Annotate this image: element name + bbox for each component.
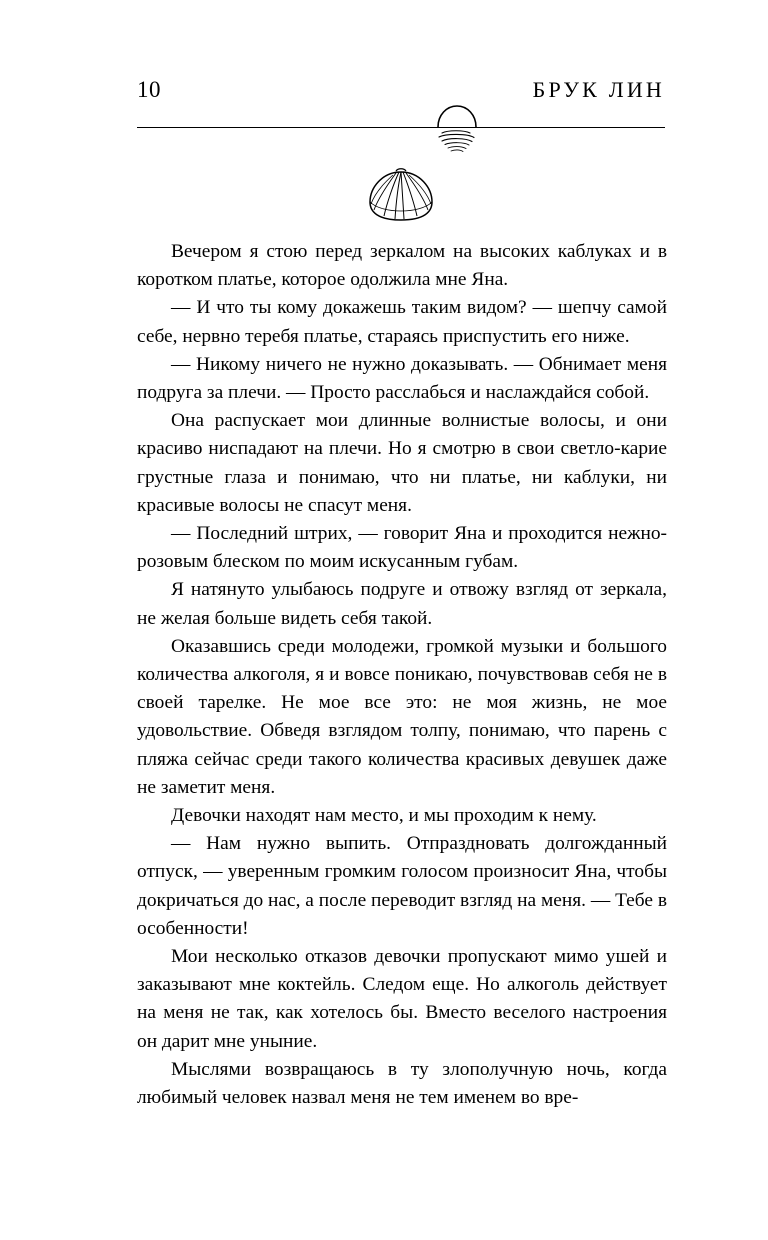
paragraph: Мои несколько отказов девочки пропускают мимо ушей и заказывают мне коктейль. Следом еще. Но алкоголь действует на меня не так, как хотелось бы. Вместо веселого настроения он дарит мне уныние. xyxy=(137,946,667,1052)
running-head xyxy=(137,78,665,118)
body-text xyxy=(137,238,667,1112)
paragraph: Мыслями возвращаюсь в ту злополучную ночь, когда любимый человек назвал меня не тем именем во вре- xyxy=(137,1058,667,1109)
header-divider xyxy=(137,127,665,128)
paragraph: — И что ты кому докажешь таким видом? — шепчу самой себе, нервно теребя платье, стараясь приспустить его ниже. xyxy=(137,297,667,347)
paragraph: Оказавшись среди молодежи, громкой музыки и большого количества алкоголя, я и вовсе поникаю, почувствовав себя не в своей тарелке. Не мое все это: не моя жизнь, не мое удовольствие. Обведя взглядом толпу, понимаю, что парень с пляжа сейчас среди такого количества красивых девушек даже не заметит меня. xyxy=(137,635,667,798)
paragraph: Девочки находят нам место, и мы проходим к нему. xyxy=(171,805,597,827)
book-title: БРУК ЛИН xyxy=(532,77,665,102)
paragraph: — Никому ничего не нужно доказывать. — Обнимает меня подруга за плечи. — Просто расслабься и наслаждайся собой. xyxy=(137,353,667,404)
paragraph: Она распускает мои длинные волнистые волосы, и они красиво ниспадают на плечи. Но я смотрю в свои светло-карие грустные глаза и понимаю, что ни платье, ни каблуки, ни красивые волосы не спасут меня. xyxy=(137,410,667,516)
paragraph: Вечером я стою перед зеркалом на высоких каблуках и в коротком платье, которое одолжила мне Яна. xyxy=(137,241,667,291)
paragraph: — Последний штрих, — говорит Яна и проходится нежно-розовым блеском по моим искусанным губам. xyxy=(137,523,667,573)
sun-over-sea-icon xyxy=(412,94,502,156)
seashell-icon xyxy=(362,166,440,228)
paragraph: — Нам нужно выпить. Отпраздновать долгожданный отпуск, — уверенным громким голосом произносит Яна, чтобы докричаться до нас, а после переводит взгляд на меня. — Тебе в особенности! xyxy=(137,833,668,939)
paragraph: Я натянуто улыбаюсь подруге и отвожу взгляд от зеркала, не желая больше видеть себя такой. xyxy=(137,579,667,629)
page-number: 10 xyxy=(137,77,161,102)
